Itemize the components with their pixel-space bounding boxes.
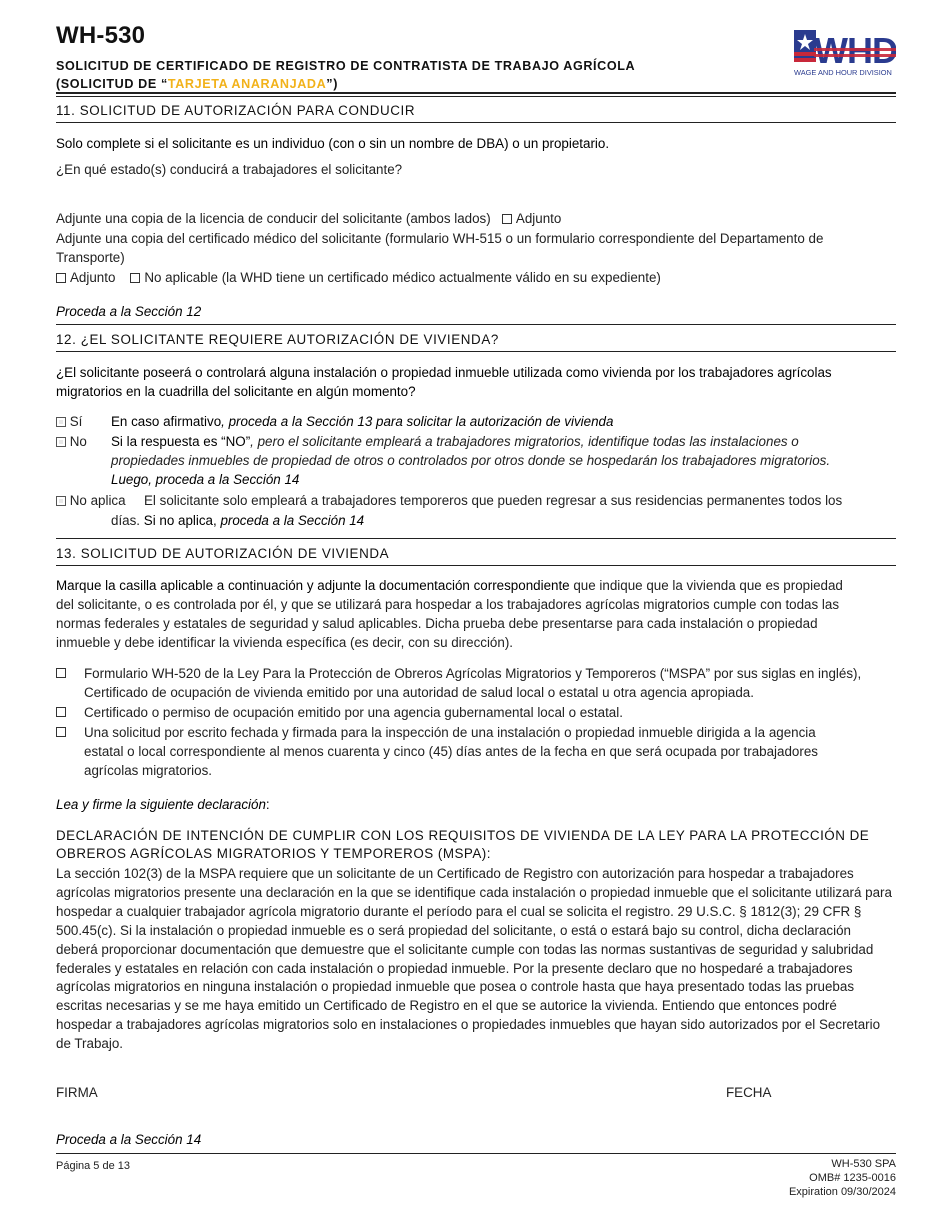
section-11-intro: Solo complete si el solicitante es un individuo (con o sin un nombre de DBA) o un propietario. — [56, 136, 610, 151]
option-1-line-1: Formulario WH-520 de la Ley Para la Protección de Obreros Agrícolas Migratorios y Temporeros (“MSPA” por sus siglas en inglés), — [84, 666, 862, 681]
wh520-checkbox[interactable] — [56, 668, 66, 678]
yes-checkbox[interactable] — [56, 417, 66, 427]
no-italic-2: propiedades inmuebles de propiedad de otros o controlados por otros donde se hospedarán los trabajadores migratorios. — [111, 453, 831, 468]
na-bold: Si no aplica, — [143, 513, 217, 528]
na-label: No aplica — [69, 493, 126, 508]
option-3-line-3: agrícolas migratorios. — [84, 763, 213, 778]
option-3-line-1: Una solicitud por escrito fechada y firmada para la inspección de una instalación o propiedad inmueble dirigida a la agencia — [84, 725, 816, 740]
housing-question-1: ¿El solicitante poseerá o controlará alguna instalación o propiedad inmueble utilizada como vivienda por los trabajadores agrícolas — [56, 365, 832, 380]
footer-expiration: Expiration 09/30/2024 — [788, 1186, 896, 1198]
housing-question-2: migratorios en la cuadrilla del solicitante en algún momento? — [56, 384, 416, 399]
medical-na-label: No aplicable (la WHD tiene un certificado médico actualmente válido en su expediente) — [144, 270, 661, 285]
license-attached-label: Adjunto — [515, 211, 562, 226]
yes-label: Sí — [69, 414, 83, 429]
medical-text-2: Transporte) — [56, 250, 125, 265]
intro-rest: que indique que la vivienda que es propiedad — [569, 578, 843, 593]
date-label: FECHA — [726, 1085, 772, 1100]
section-12-heading: 12. ¿EL SOLICITANTE REQUIERE AUTORIZACIÓN DE VIVIENDA? — [56, 332, 499, 347]
svg-text:WAGE AND HOUR DIVISION: WAGE AND HOUR DIVISION — [794, 68, 892, 77]
footer-rule — [56, 1153, 896, 1154]
section-13-intro-3: normas federales y estatales de seguridad y salud aplicables. Dicha prueba debe presentarse para cada instalación o propiedad — [56, 616, 818, 631]
inspection-request-checkbox[interactable] — [56, 727, 66, 737]
read-sign-text: Lea y firme la siguiente declaración — [56, 797, 266, 812]
yes-italic: , proceda a la Sección 13 para solicitar la autorización de vivienda — [221, 414, 614, 429]
license-row — [56, 209, 896, 228]
medical-attached-label: Adjunto — [70, 270, 116, 285]
option-1-line-2: Certificado de ocupación de vivienda emitido por una autoridad de salud local o estatal u otra agencia apropiada. — [84, 685, 754, 700]
footer-omb: OMB# 1235-0016 — [809, 1172, 896, 1184]
section-13-rule — [56, 565, 896, 566]
whd-logo — [794, 26, 896, 80]
form-page — [56, 0, 896, 1230]
footer-form-code: WH-530 SPA — [831, 1158, 896, 1170]
section-13-intro-1 — [56, 576, 896, 595]
read-sign-instruction: Lea y firme la siguiente declaración: — [56, 797, 270, 812]
occupancy-permit-checkbox[interactable] — [56, 707, 66, 717]
no-checkbox[interactable] — [56, 437, 66, 447]
medical-na-checkbox[interactable] — [130, 273, 140, 283]
form-title: SOLICITUD DE CERTIFICADO DE REGISTRO DE CONTRATISTA DE TRABAJO AGRÍCOLA — [56, 59, 636, 73]
option-2-line-1: Certificado o permiso de ocupación emitido por una agencia gubernamental local o estatal. — [84, 705, 623, 720]
footer-form-info — [789, 1157, 896, 1199]
section-11-heading: 11. SOLICITUD DE AUTORIZACIÓN PARA CONDUCIR — [56, 103, 416, 118]
form-subtitle: (SOLICITUD DE “TARJETA ANARANJADA”) — [56, 77, 338, 91]
section-13-intro-4: inmueble y debe identificar la vivienda específica (es decir, con su dirección). — [56, 635, 514, 650]
states-answer-field[interactable] — [56, 180, 896, 206]
medical-options — [56, 268, 896, 287]
na-text-2: días. — [111, 513, 141, 528]
declaration-body: La sección 102(3) de la MSPA requiere que un solicitante de un Certificado de Registro con autorización para hospedar a trabajadores agrícolas migratorios presente una declaración en la que se identifique cada instalación o propiedad inmueble que el solicitante utilizará para hospedar a cualquier trabajador agrícola migratorio durante el período para el cual se solicita el registro. 29 U.S.C. § 1812(3); 29 CFR § 500.45(c). Si la instalación o propiedad inmueble es o será propiedad del solicitante, o está o estará bajo su control, dicha declaración deberá proporcionar documentación que demuestre que el solicitante cumple con todas las normas sustantivas de seguridad y salubridad federales y estatales en relación con cada instalación o propiedad inmueble. Por la presente declaro que no hospedaré a trabajadores agrícolas migratorios en ninguna instalación o propiedad inmueble que posea o controle hasta que haya presentado todas las pruebas escritas necesarias y se me haya emitido un Certificado de Registro en el que se autorice la vivienda. Entiendo que entonces podré hospedar a trabajadores agrícolas migratorios solo en instalaciones o propiedades inmuebles que hayan sido autorizados por el Secretario de Trabajo. — [56, 866, 892, 1052]
header-rule — [56, 92, 896, 94]
header-rule-thin — [56, 96, 896, 97]
section-12-rule — [56, 351, 896, 352]
signature-label: FIRMA — [56, 1085, 98, 1100]
signature-field[interactable] — [116, 1062, 716, 1084]
license-attached-checkbox[interactable] — [502, 214, 512, 224]
yes-bold: En caso afirmativo — [111, 414, 222, 429]
date-field[interactable] — [776, 1062, 896, 1084]
license-text: Adjunte una copia de la licencia de conducir del solicitante (ambos lados) — [56, 211, 491, 226]
proceed-section-12: Proceda a la Sección 12 — [56, 304, 202, 319]
medical-text-1: Adjunte una copia del certificado médico del solicitante (formulario WH-515 o un formulario correspondiente del Departamento de — [56, 231, 824, 246]
no-bold: Si la respuesta es “NO” — [111, 434, 251, 449]
section-11-rule — [56, 122, 896, 123]
section-13-top-rule — [56, 538, 896, 539]
option-3-line-2: estatal o local correspondiente al menos cuarenta y cinco (45) días antes de la fecha en que será ocupada por trabajadores — [84, 744, 818, 759]
section-13-heading: 13. SOLICITUD DE AUTORIZACIÓN DE VIVIENDA — [56, 546, 390, 561]
form-id: WH-530 — [56, 22, 146, 49]
intro-bold: Marque la casilla aplicable a continuación y adjunte la documentación correspondiente — [56, 578, 570, 593]
page-number: Página 5 de 13 — [56, 1160, 131, 1172]
na-text-1: El solicitante solo empleará a trabajadores temporeros que pueden regresar a sus residencias permanentes todos los — [144, 493, 843, 508]
proceed-section-14: Proceda a la Sección 14 — [56, 1132, 202, 1147]
na-proceed: proceda a la Sección 14 — [220, 513, 365, 528]
declaration-title: DECLARACIÓN DE INTENCIÓN DE CUMPLIR CON LOS REQUISITOS DE VIVIENDA DE LA LEY PARA LA PROTECCIÓN DE OBREROS AGRÍCOLAS MIGRATORIOS Y TEMPOREROS (MSPA): — [56, 828, 870, 861]
no-label: No — [69, 434, 87, 449]
no-italic-1: , pero el solicitante empleará a trabajadores migratorios, identifique todas las instalaciones o — [250, 434, 799, 449]
no-proceed: Luego, proceda a la Sección 14 — [111, 472, 300, 487]
section-13-intro-2: del solicitante, o es controlada por él, y que se utilizará para hospedar a los trabajadores agrícolas migratorios cumple con todas las — [56, 597, 840, 612]
orange-card-highlight: TARJETA ANARANJADA — [167, 77, 327, 91]
medical-attached-checkbox[interactable] — [56, 273, 66, 283]
section-12-top-rule — [56, 324, 896, 325]
states-question: ¿En qué estado(s) conducirá a trabajadores el solicitante? — [56, 162, 403, 177]
na-checkbox[interactable] — [56, 496, 66, 506]
